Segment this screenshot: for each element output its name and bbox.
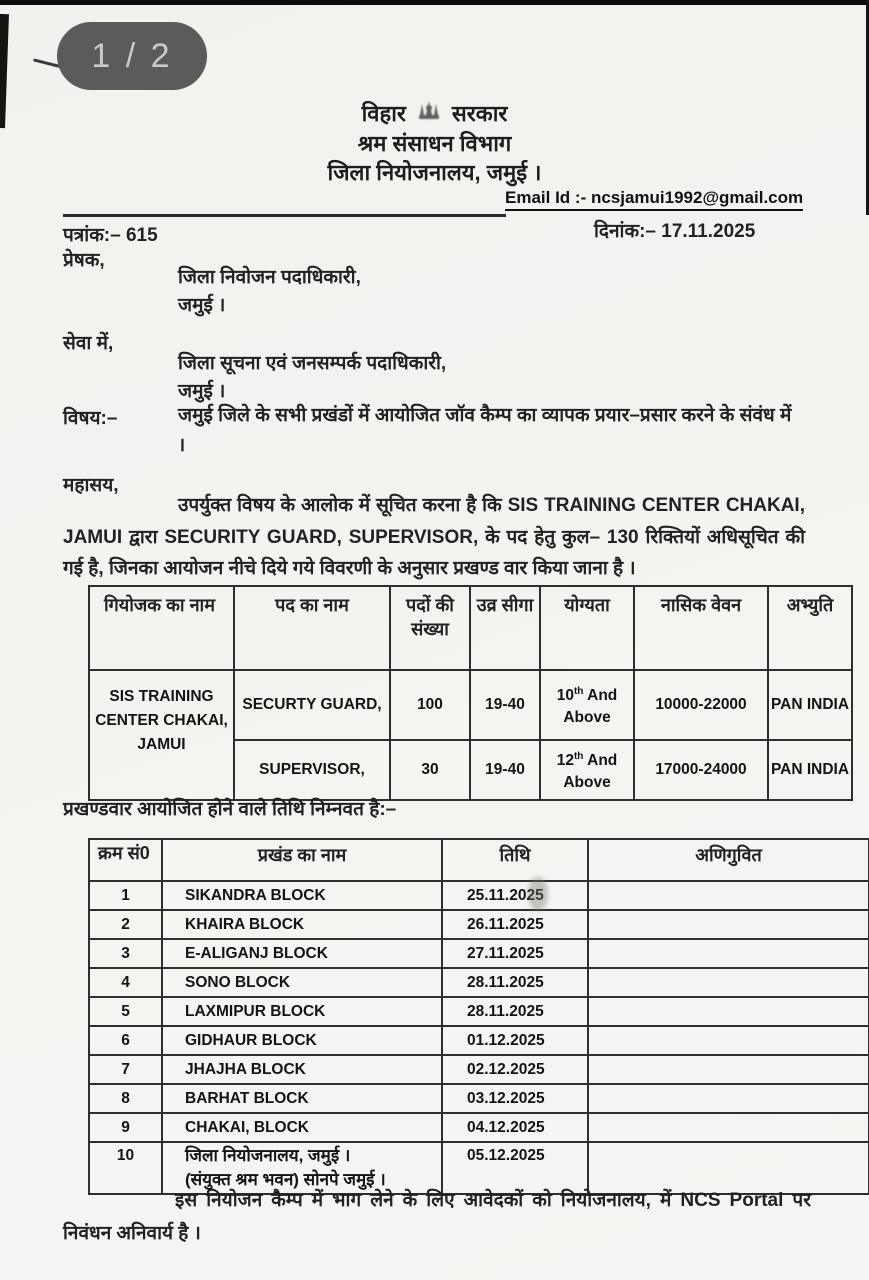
salary-cell: 17000-24000 xyxy=(634,740,768,800)
qual-sup: th xyxy=(573,750,584,762)
salary-cell: 10000-22000 xyxy=(634,670,768,740)
age-cell: 19-40 xyxy=(470,670,540,740)
block-cell-line-2: (संयुक्त श्रम भवन) सोनपे जमुई । xyxy=(185,1170,386,1189)
serial-cell: 6 xyxy=(89,1026,162,1055)
block-cell: E-ALIGANJ BLOCK xyxy=(162,939,442,968)
letter-date-value: 17.11.2025 xyxy=(661,221,756,242)
col-age: उव्र सीगा xyxy=(470,586,540,670)
col-qualification: योग्यता xyxy=(540,586,634,670)
qual-number: 10 xyxy=(556,687,574,705)
qualification-cell xyxy=(540,740,634,800)
count-cell: 30 xyxy=(390,740,470,800)
block-cell: BARHAT BLOCK xyxy=(162,1084,442,1113)
closing-paragraph: इस नियोजन कैम्प में भाग लेने के लिए आवेदकों को नियोजनालय, में NCS Portal पर निवंधन अनिवार्य है । xyxy=(63,1190,811,1244)
scan-top-edge xyxy=(0,0,869,5)
to-line-1: जिला सूचना एवं जनसम्पर्क पदाधिकारी, xyxy=(178,353,447,374)
serial-cell: 4 xyxy=(89,968,162,997)
from-line-1: जिला निवोजन पदाधिकारी, xyxy=(178,267,361,288)
block-cell-line-1: जिला नियोजनालय, जमुई । xyxy=(185,1146,351,1165)
date-cell: 27.11.2025 xyxy=(442,939,588,968)
countersign-cell xyxy=(588,1084,869,1113)
qual-rest: And Above xyxy=(563,752,618,792)
department-title: श्रम संसाधन विभाग xyxy=(357,131,512,156)
schedule-intro: प्रखण्डवार आयोजित होने वाले तिथि निम्नवत है:– xyxy=(63,799,397,820)
col-count: पदों की संख्या xyxy=(390,586,470,670)
government-title xyxy=(0,98,869,131)
countersign-cell xyxy=(588,968,869,997)
countersign-cell xyxy=(588,997,869,1026)
block-cell: SIKANDRA BLOCK xyxy=(162,881,442,910)
countersign-cell xyxy=(588,939,869,968)
col-salary: नासिक वेवन xyxy=(634,586,768,670)
office-title: जिला नियोजनालय, जमुई । xyxy=(327,160,542,185)
date-cell: 01.12.2025 xyxy=(442,1026,588,1055)
serial-cell: 2 xyxy=(89,910,162,939)
serial-cell: 1 xyxy=(89,881,162,910)
schedule-row xyxy=(89,1084,869,1113)
date-cell: 25.11.2025 xyxy=(442,881,588,910)
employer-cell: SIS TRAINING CENTER CHAKAI, JAMUI xyxy=(89,670,234,800)
email-id: Email Id :- ncsjamui1992@gmail.com xyxy=(505,188,803,211)
gov-title-left: विहार xyxy=(361,101,406,126)
gov-title-right: सरकार xyxy=(451,101,508,126)
post-cell: SECURTY GUARD, xyxy=(234,670,390,740)
schedule-header-row xyxy=(89,839,869,881)
countersign-cell xyxy=(588,1055,869,1084)
subject-text: जमुई जिले के सभी प्रखंडों में आयोजित जॉव कैम्प का व्यापक प्रयार–प्रसार करने के संवंध में । xyxy=(178,405,792,456)
date-cell: 26.11.2025 xyxy=(442,910,588,939)
vacancy-table xyxy=(88,585,853,801)
schedule-table xyxy=(88,838,869,1195)
schedule-row xyxy=(89,1055,869,1084)
remark-cell: PAN INDIA xyxy=(768,740,852,800)
col-block-name: प्रखंड का नाम xyxy=(162,839,442,881)
col-employer: गियोजक का नाम xyxy=(89,586,234,670)
vacancy-header-row xyxy=(89,586,852,670)
block-cell: LAXMIPUR BLOCK xyxy=(162,997,442,1026)
ink-smudge xyxy=(528,877,548,911)
col-serial: क्रम सं0 xyxy=(89,839,162,881)
letter-number-value: 615 xyxy=(125,225,158,246)
schedule-row xyxy=(89,1113,869,1142)
schedule-row xyxy=(89,997,869,1026)
letter-date xyxy=(594,217,755,243)
letter-number-label: पत्रांक:– xyxy=(63,225,121,246)
body-paragraph: उपर्युक्त विषय के आलोक में सूचित करना है कि SIS TRAINING CENTER CHAKAI, JAMUI द्वारा SECURITY GUARD, SUPERVISOR, के पद हेतु कुल– 130 रिक्तियों अधिसूचित की गई है, जिनका आयोजन नीचे दिये गये विवरणी के अनुसार प्रखण्ड वार किया जाना है । xyxy=(63,495,805,579)
block-cell: JHAJHA BLOCK xyxy=(162,1055,442,1084)
countersign-cell xyxy=(588,1026,869,1055)
letter-number xyxy=(63,221,158,247)
header-divider xyxy=(63,214,506,217)
date-cell: 28.11.2025 xyxy=(442,997,588,1026)
qualification-cell xyxy=(540,670,634,740)
schedule-row xyxy=(89,968,869,997)
block-cell: GIDHAUR BLOCK xyxy=(162,1026,442,1055)
from-label: प्रेषक, xyxy=(63,250,105,271)
qual-number: 12 xyxy=(556,752,574,770)
serial-cell: 10 xyxy=(89,1142,162,1194)
vacancy-row xyxy=(89,670,852,740)
countersign-cell xyxy=(588,1113,869,1142)
qual-rest: And Above xyxy=(563,687,618,727)
count-cell: 100 xyxy=(390,670,470,740)
col-post: पद का नाम xyxy=(234,586,390,670)
col-countersign: अणिगुवित xyxy=(588,839,869,881)
to-line-2: जमुई । xyxy=(178,381,226,402)
age-cell: 19-40 xyxy=(470,740,540,800)
from-line-2: जमुई । xyxy=(178,295,226,316)
qual-sup: th xyxy=(573,685,584,697)
letter-date-label: दिनांक:– xyxy=(594,221,656,242)
date-cell: 05.12.2025 xyxy=(442,1142,588,1194)
col-remark: अभ्युति xyxy=(768,586,852,670)
schedule-row xyxy=(89,881,869,910)
serial-cell: 8 xyxy=(89,1084,162,1113)
schedule-row xyxy=(89,939,869,968)
date-cell: 02.12.2025 xyxy=(442,1055,588,1084)
serial-cell: 9 xyxy=(89,1113,162,1142)
page-indicator-label: 1 / 2 xyxy=(91,36,173,75)
countersign-cell xyxy=(588,910,869,939)
countersign-cell xyxy=(588,881,869,910)
date-cell: 03.12.2025 xyxy=(442,1084,588,1113)
block-cell: CHAKAI, BLOCK xyxy=(162,1113,442,1142)
block-cell: SONO BLOCK xyxy=(162,968,442,997)
block-cell: KHAIRA BLOCK xyxy=(162,910,442,939)
date-cell: 28.11.2025 xyxy=(442,968,588,997)
post-cell: SUPERVISOR, xyxy=(234,740,390,800)
serial-cell: 7 xyxy=(89,1055,162,1084)
to-label: सेवा में, xyxy=(63,333,114,354)
subject-label: विषय:– xyxy=(63,408,118,429)
serial-cell: 3 xyxy=(89,939,162,968)
schedule-row xyxy=(89,910,869,939)
date-cell: 04.12.2025 xyxy=(442,1113,588,1142)
schedule-row xyxy=(89,1026,869,1055)
remark-cell: PAN INDIA xyxy=(768,670,852,740)
serial-cell: 5 xyxy=(89,997,162,1026)
salutation: महासय, xyxy=(63,475,119,496)
state-emblem-icon xyxy=(414,99,444,131)
page-indicator-badge xyxy=(57,22,207,90)
col-date: तिथि xyxy=(442,839,588,881)
